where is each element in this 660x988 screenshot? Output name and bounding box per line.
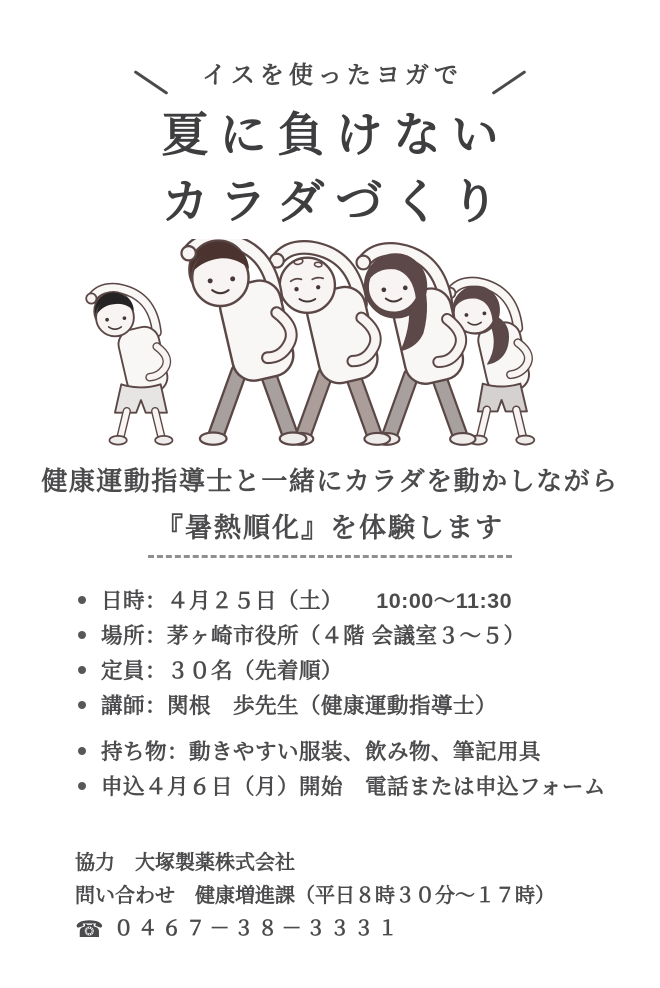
bullet-dot <box>78 782 86 790</box>
bullet-dot <box>78 666 86 674</box>
lead-line2 <box>0 506 660 558</box>
main-title <box>0 102 660 235</box>
tagline-left-slash-decoration <box>134 70 169 95</box>
bullet-dot <box>78 747 86 755</box>
bullet-dot <box>78 631 86 639</box>
tagline-text: イスを使ったヨガで <box>202 61 463 89</box>
detail-capacity-text: 定員：３０名（先着順） <box>101 659 344 684</box>
detail-application-text: 申込４月６日（月）開始 電話または申込フォーム <box>101 775 606 800</box>
detail-instructor-text: 講師：関根 歩先生（健康運動指導士） <box>101 694 498 719</box>
detail-capacity <box>78 652 660 687</box>
detail-belongings-text: 持ち物：動きやすい服装、飲み物、筆記用具 <box>101 740 542 765</box>
detail-datetime <box>78 582 660 617</box>
main-title-line2: カラダづくり <box>161 174 510 228</box>
flyer-page <box>0 54 660 988</box>
detail-application <box>78 768 660 803</box>
bullet-dot <box>78 596 86 604</box>
detail-place <box>78 617 660 652</box>
phone-icon: ☎ <box>75 916 104 943</box>
tagline <box>0 54 660 90</box>
lead-line2-underlined: 『暑熱順化』を体験します <box>148 506 512 558</box>
exercise-illustration <box>74 239 586 451</box>
exercise-illustration-svg <box>74 239 586 451</box>
event-details-list <box>0 582 660 803</box>
lead-line1: 健康運動指導士と一緒にカラダを動かしながら <box>41 466 619 497</box>
lead-text <box>0 461 660 558</box>
phone-number: ０４６７－３８－３３３１ <box>113 918 402 941</box>
bullet-dot <box>78 701 86 709</box>
tagline-right-slash-decoration <box>491 70 526 95</box>
detail-instructor <box>78 687 660 722</box>
phone-line <box>75 913 660 946</box>
main-title-line1: 夏に負けない <box>161 108 510 161</box>
detail-place-text: 場所：茅ヶ崎市役所（４階 会議室３～５） <box>101 624 526 649</box>
figure-boy <box>86 288 172 445</box>
footer-contact <box>75 847 660 946</box>
detail-belongings <box>78 733 660 768</box>
detail-datetime-text: 日時：４月２５日（土） 10:00～11:30 <box>101 589 513 614</box>
contact-line: 問い合わせ 健康増進課（平日８時３０分～１７時） <box>75 885 555 908</box>
cooperation-line: 協力 大塚製薬株式会社 <box>75 852 295 875</box>
